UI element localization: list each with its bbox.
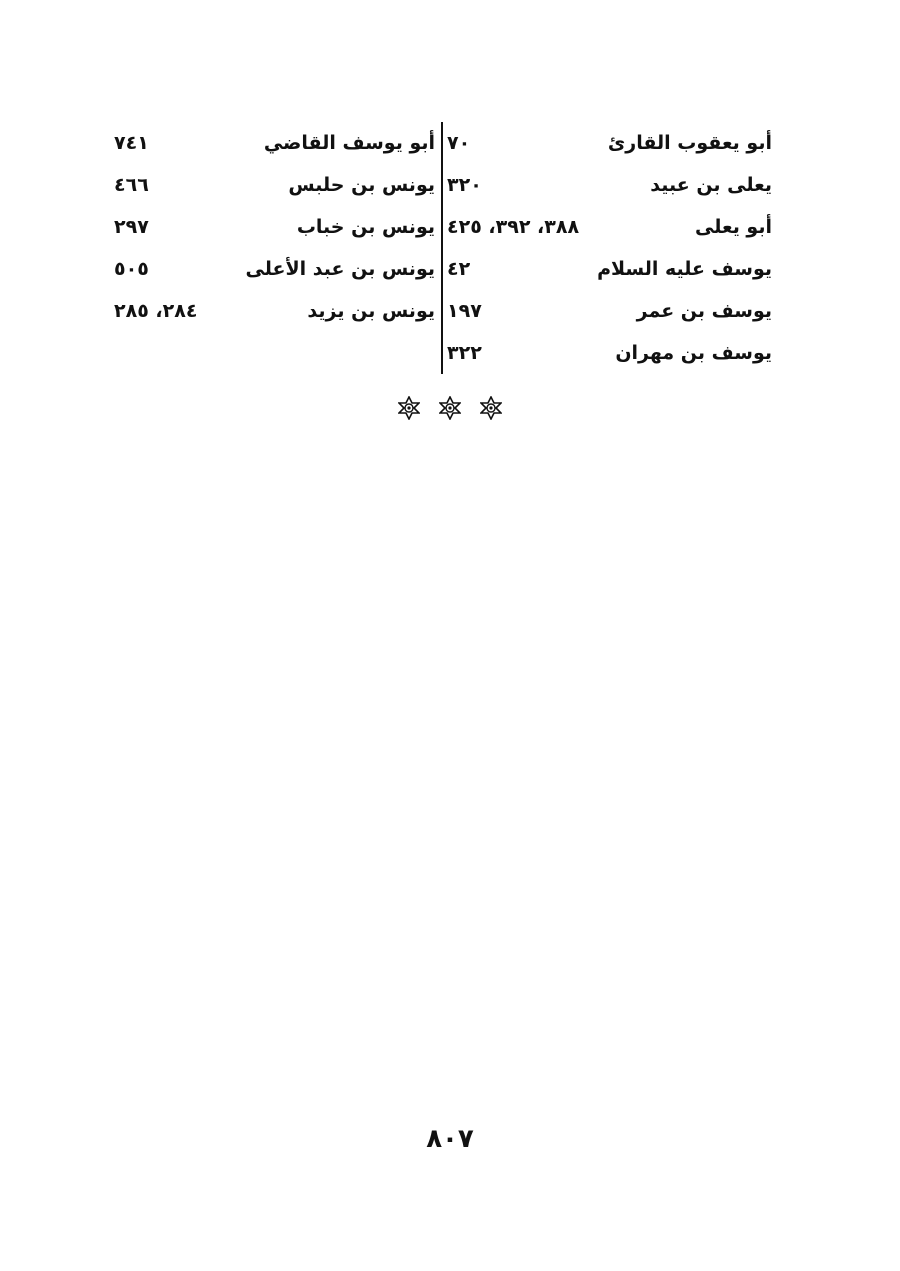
- index-row: [100, 122, 441, 164]
- index-row: [100, 248, 441, 290]
- index-row: [100, 206, 441, 248]
- star-flower-ornament-icon: [396, 396, 422, 426]
- index-column-right: [443, 122, 780, 374]
- index-entry-name: يونس بن خباب: [296, 216, 435, 238]
- index-entry-pages: ٣٨٨، ٣٩٢، ٤٢٥: [447, 216, 580, 238]
- index-entry-name: يوسف عليه السلام: [597, 258, 772, 280]
- index-row: [443, 164, 780, 206]
- index-column-left: [100, 122, 441, 374]
- index-entry-pages: ٢٩٧: [114, 216, 149, 238]
- index-entry-pages: ٤٦٦: [114, 174, 149, 196]
- index-entry-name: يونس بن عبد الأعلى: [245, 258, 435, 280]
- index-entry-pages: ٧٤١: [114, 132, 149, 154]
- index-entry-name: يونس بن يزيد: [307, 300, 435, 322]
- star-flower-ornament-icon: [398, 396, 420, 420]
- index-row: [100, 290, 441, 332]
- index-entry-name: يعلى بن عبيد: [650, 174, 772, 196]
- star-flower-ornament-icon: [478, 396, 504, 426]
- index-entry-pages: ٤٢: [447, 258, 471, 280]
- index-entry-pages: ٥٠٥: [114, 258, 149, 280]
- index-entry-name: أبو يعلى: [694, 216, 772, 238]
- index-entry-name: أبو يعقوب القارئ: [607, 132, 772, 154]
- index-row: [443, 248, 780, 290]
- index-row: [100, 164, 441, 206]
- index-table: [100, 122, 780, 374]
- section-end-ornaments: [0, 396, 900, 426]
- index-row: [443, 122, 780, 164]
- index-entry-name: يوسف بن مهران: [615, 342, 772, 364]
- column-divider: [441, 122, 443, 374]
- star-flower-ornament-icon: [480, 396, 502, 420]
- page-number: ٨٠٧: [426, 1124, 474, 1154]
- index-entry-name: أبو يوسف القاضي: [263, 132, 435, 154]
- index-entry-name: يوسف بن عمر: [636, 300, 772, 322]
- index-row: [443, 290, 780, 332]
- star-flower-ornament-icon: [439, 396, 461, 420]
- index-entry-pages: ٣٢٢: [447, 342, 482, 364]
- index-entry-pages: ٣٢٠: [447, 174, 482, 196]
- index-entry-pages: ٧٠: [447, 132, 471, 154]
- index-entry-name: يونس بن حلبس: [288, 174, 435, 196]
- star-flower-ornament-icon: [437, 396, 463, 426]
- index-entry-pages: ١٩٧: [447, 300, 482, 322]
- index-row: [443, 206, 780, 248]
- index-entry-pages: ٢٨٤، ٢٨٥: [114, 300, 198, 322]
- index-row: [443, 332, 780, 374]
